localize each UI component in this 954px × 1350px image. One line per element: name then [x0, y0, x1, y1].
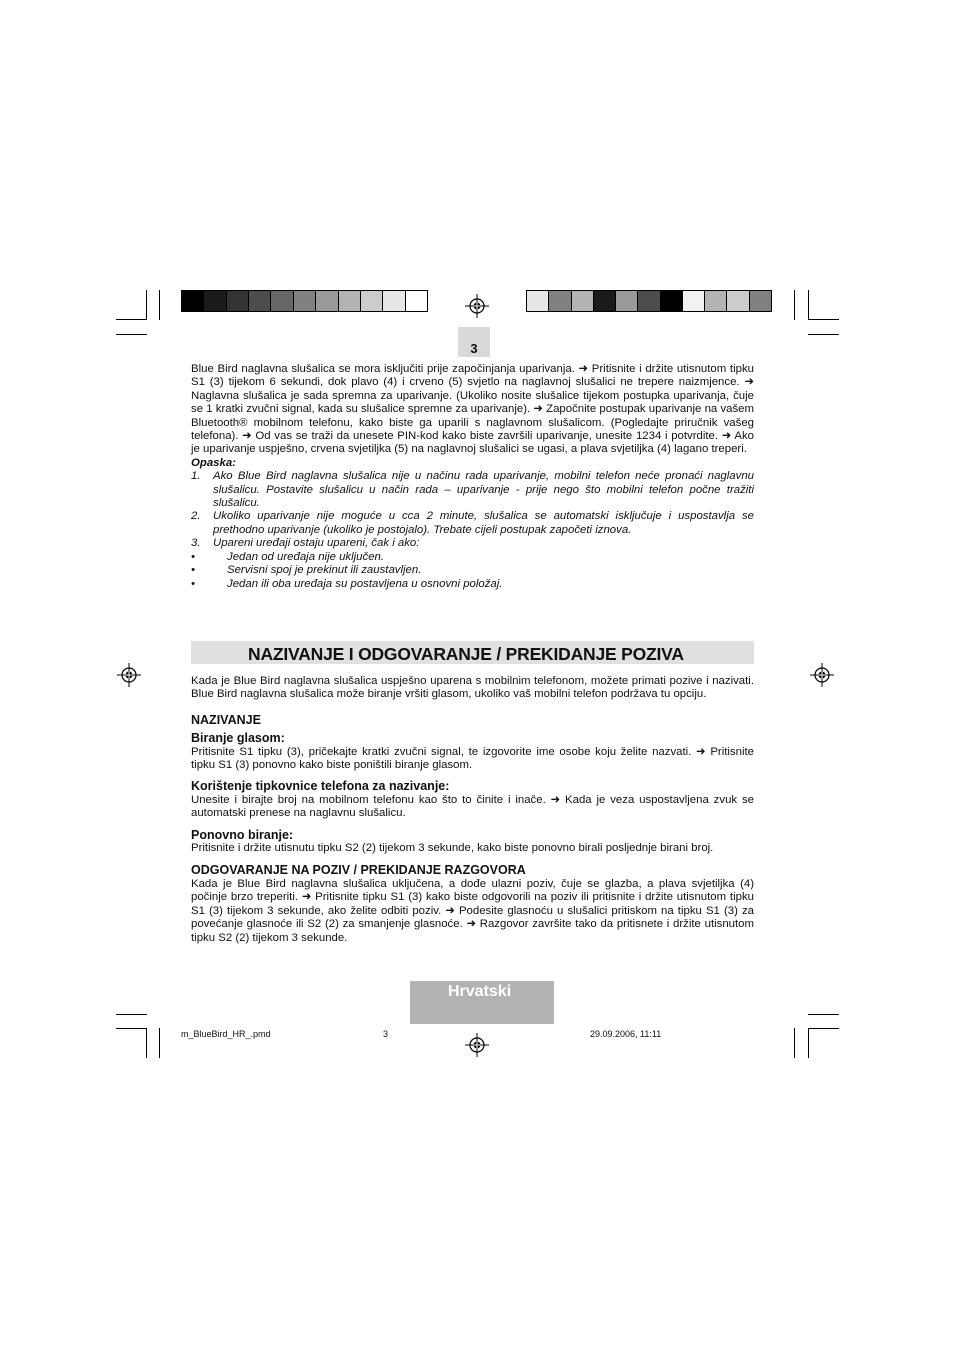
section-title: NAZIVANJE I ODGOVARANJE / PREKIDANJE POZIVA [248, 644, 684, 664]
registration-mark-icon [117, 663, 141, 687]
crop-mark [808, 290, 809, 320]
note-item: 3. Upareni uređaji ostaju upareni, čak i ako: • Jedan od uređaja nije uključen. • Servisni spoj je prekinut ili zaustavljen. • Jedan ili oba uređaja su postavljena u osnovni položaj. [191, 537, 754, 591]
odgovaranje-heading: ODGOVARANJE NA POZIV / PREKIDANJE RAZGOVORA [191, 863, 526, 878]
color-swatch [383, 291, 405, 311]
biranje-text: Pritisnite S1 tipku (3), pričekajte kratki zvučni signal, te izgovorite ime osobe koju želite nazvati. ➜ Pritisnite tipku S1 (3) ponovno kako biste poništili biranje glasom. [191, 745, 754, 772]
crop-mark [794, 1028, 795, 1058]
language-tab-label: Hrvatski [448, 983, 512, 1000]
biranje-heading: Biranje glasom: [191, 731, 285, 746]
note-bullet: • Jedan ili oba uređaja su postavljena u osnovni položaj. [191, 578, 754, 591]
note-bullet: • Jedan od uređaja nije uključen. [191, 551, 754, 564]
tipkovnica-text: Unesite i birajte broj na mobilnom telefonu kao što to činite i inače. ➜ Kada je veza uspostavljena zvuk se automatski prenese na naglavnu slušalicu. [191, 793, 754, 820]
note-bullet: • Servisni spoj je prekinut ili zaustavljen. [191, 564, 754, 577]
color-swatch [594, 291, 616, 311]
crop-mark [116, 319, 147, 320]
color-swatch [316, 291, 338, 311]
color-swatch [249, 291, 271, 311]
crop-mark [159, 290, 160, 320]
crop-mark [159, 1028, 160, 1058]
color-swatch [683, 291, 705, 311]
ponovno-text: Pritisnite i držite utisnutu tipku S2 (2) tijekom 3 sekunde, kako biste ponovno birali posljednje birani broj. [191, 842, 714, 855]
note-title: Opaska: [191, 456, 236, 469]
note-list [191, 470, 754, 591]
section-intro: Kada je Blue Bird naglavna slušalica uspješno uparena s mobilnim telefonom, možete primati pozive i nazivati. Blue Bird naglavna slušalica može biranje vršiti glasom, ukoliko vaš mobilni telefon podržava tu opciju. [191, 675, 754, 701]
color-swatch [339, 291, 361, 311]
color-swatch [549, 291, 571, 311]
calling-section [191, 675, 754, 945]
color-swatch [638, 291, 660, 311]
crop-mark [808, 334, 839, 335]
footer-page: 3 [383, 1029, 389, 1039]
color-swatch [227, 291, 249, 311]
registration-mark-icon [810, 663, 834, 687]
ponovno-heading: Ponovno biranje: [191, 827, 294, 842]
crop-mark [808, 1028, 839, 1029]
color-swatch [527, 291, 549, 311]
crop-mark [794, 290, 795, 320]
footer-filename: m_BlueBird_HR_.pmd [181, 1029, 271, 1039]
note-item: 2. Ukoliko uparivanje nije moguće u cca 2 minute, slušalica se automatski isključuje i uspostavlja se prethodno uparivanje (ukoliko je postojalo). Trebate cijeli postupak započeti iznova. [191, 510, 754, 536]
color-swatch [750, 291, 771, 311]
nazivanje-heading: NAZIVANJE [191, 712, 261, 727]
registration-mark-icon [465, 294, 489, 318]
color-swatch [727, 291, 749, 311]
crop-mark [146, 1028, 147, 1058]
color-swatch [204, 291, 226, 311]
color-swatch [294, 291, 316, 311]
tipkovnica-heading: Korištenje tipkovnice telefona za nazivanje: [191, 779, 450, 794]
crop-mark [808, 1014, 839, 1015]
color-swatch [705, 291, 727, 311]
note-bullet-list [191, 551, 754, 591]
crop-mark [146, 290, 147, 320]
color-swatch [182, 291, 204, 311]
odgovaranje-text: Kada je Blue Bird naglavna slušalica uključena, a dođe ulazni poziv, čuje se glazba, a plava svjetiljka (4) počinje brzo treperiti. ➜ Pritisnite tipku S1 (3) kako biste odgovorili na poziv ili pritisnite i držite utisnutom tipku S1 (3) tijekom 3 sekunde, ako želite odbiti poziv. ➜ Podesite glasnoću u slušalici pritiskom na tipku S1 (3) za povećanje glasnoće ili S2 (2) za smanjenje glasnoće. ➜ Razgovor završite tako da pritisnete i držite utisnutom tipku S2 (2) tijekom 3 sekunde. [191, 877, 754, 944]
color-swatch-bar-right [526, 290, 772, 312]
pairing-instructions [191, 363, 754, 591]
crop-mark [116, 1028, 147, 1029]
crop-mark [116, 1014, 147, 1015]
registration-mark-icon [465, 1033, 489, 1057]
color-swatch [406, 291, 427, 311]
crop-mark [808, 319, 839, 320]
color-swatch [572, 291, 594, 311]
color-swatch [271, 291, 293, 311]
color-swatch [661, 291, 683, 311]
color-swatch-bar-left [181, 290, 428, 312]
color-swatch [616, 291, 638, 311]
crop-mark [808, 1028, 809, 1058]
note-item: 1. Ako Blue Bird naglavna slušalica nije u načinu rada uparivanje, mobilni telefon neće pronaći naglavnu slušalicu. Postavite slušalicu u način rada – uparivanje - prije nego što mobilni telefon počne tražiti slušalicu. [191, 470, 754, 510]
pairing-paragraph: Blue Bird naglavna slušalica se mora isključiti prije započinjanja uparivanja. ➜ Pritisnite i držite utisnutom tipku S1 (3) tijekom 6 sekundi, dok plavo (4) i crveno (5) svjetlo na naglavnoj slušalici ne trepere naizmjence. ➜ Naglavna slušalica je sada spremna za uparivanje. (Ukoliko nosite slušalice tijekom postupka uparivanja, čuje se 1 kratki zvučni signal, kada su slušalice spremne za uparivanje). ➜ Započnite postupak uparivanje na vašem Bluetooth® mobilnom telefonu, kako biste ga uparili s naglavnom slušalicom. (Pogledajte priručnik vašeg telefona). ➜ Od vas se traži da unesete PIN-kod kako biste završili uparivanje, unesite 1234 i potvrdite. ➜ Ako je uparivanje uspješno, crvena svjetiljka (5) na naglavnoj slušalici se ugasi, a plava svjetiljka (4) lagano treperi. [191, 363, 754, 456]
color-swatch [361, 291, 383, 311]
footer-date: 29.09.2006, 11:11 [590, 1029, 662, 1039]
page-number: 3 [458, 327, 490, 357]
crop-mark [116, 334, 147, 335]
